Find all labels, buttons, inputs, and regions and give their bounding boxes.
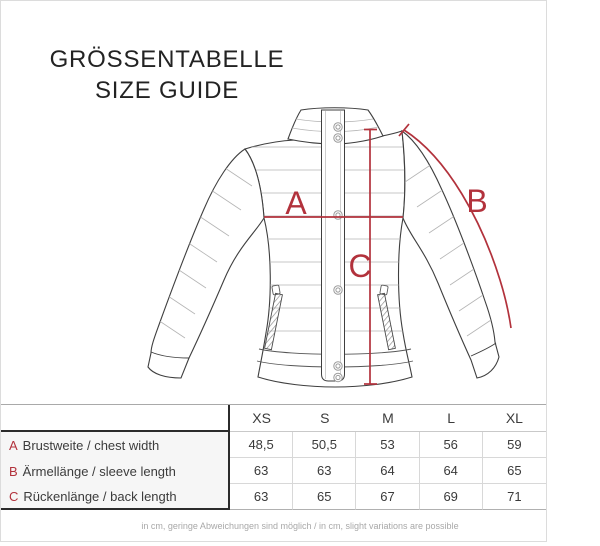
- table-cell: 64: [356, 458, 419, 484]
- row-label-chest-width: [1, 432, 230, 458]
- table-cell: 48,5: [230, 432, 293, 458]
- title-german: GRÖSSENTABELLE: [49, 46, 285, 73]
- size-header-xl: XL: [483, 405, 546, 432]
- table-cell: 63: [230, 458, 293, 484]
- row-key-b: B: [9, 463, 18, 479]
- row-text-b: Ärmellänge / sleeve length: [22, 463, 176, 479]
- row-text-c: Rückenlänge / back length: [23, 488, 177, 504]
- size-header-s: S: [293, 405, 356, 432]
- measure-label-c: C: [348, 248, 372, 284]
- table-cell: 69: [420, 484, 483, 510]
- table-cell: 64: [420, 458, 483, 484]
- row-label-sleeve-length: [1, 458, 230, 484]
- measure-label-b: B: [466, 183, 488, 219]
- table-cell: 65: [293, 484, 356, 510]
- table-cell: 50,5: [293, 432, 356, 458]
- table-cell: 56: [420, 432, 483, 458]
- title-english: SIZE GUIDE: [94, 77, 240, 104]
- table-cell: 63: [230, 484, 293, 510]
- row-key-c: C: [9, 488, 19, 504]
- table-cell: 53: [356, 432, 419, 458]
- size-table: [1, 404, 546, 510]
- table-cell: 63: [293, 458, 356, 484]
- row-label-back-length: [1, 484, 230, 510]
- row-text-a: Brustweite / chest width: [22, 437, 160, 453]
- table-cell: 65: [483, 458, 546, 484]
- footnote: in cm, geringe Abweichungen sind möglich / in cm, slight variations are possible: [141, 521, 459, 531]
- size-header-m: M: [356, 405, 419, 432]
- measure-label-a: A: [285, 185, 307, 221]
- right-sleeve: [402, 131, 499, 378]
- left-sleeve: [148, 149, 264, 378]
- row-key-a: A: [9, 437, 18, 453]
- front-placket: [322, 110, 345, 381]
- size-header-xs: XS: [230, 405, 293, 432]
- table-corner-cell: [1, 405, 230, 432]
- table-cell: 67: [356, 484, 419, 510]
- size-header-l: L: [420, 405, 483, 432]
- table-cell: 71: [483, 484, 546, 510]
- table-cell: 59: [483, 432, 546, 458]
